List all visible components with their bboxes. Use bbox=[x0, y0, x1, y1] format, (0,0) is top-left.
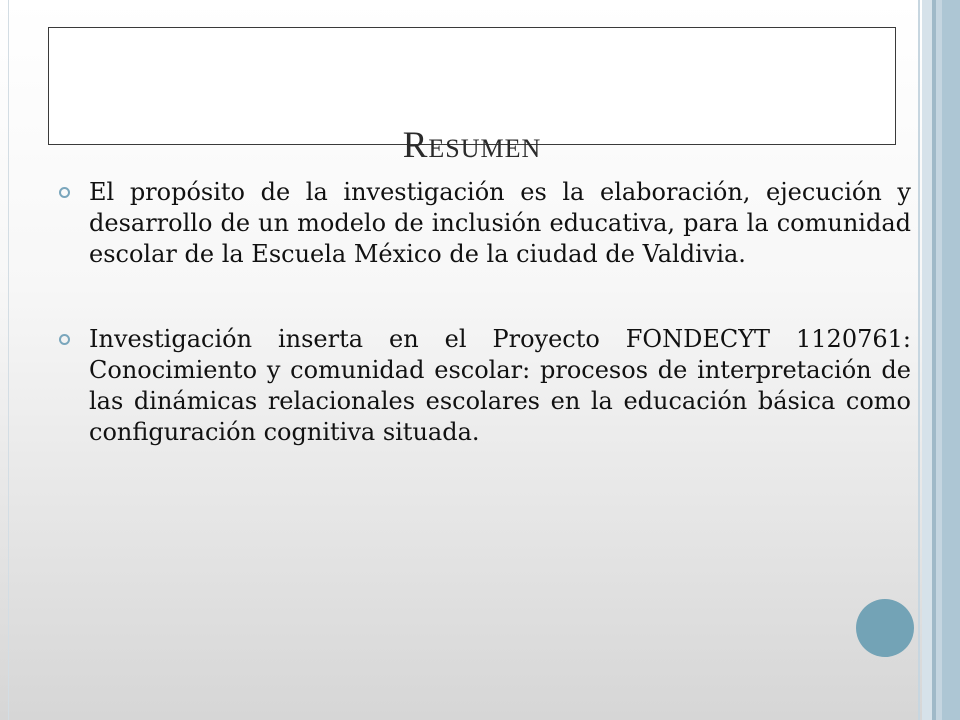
decorative-circle bbox=[856, 599, 914, 657]
bullet-circle-icon bbox=[59, 187, 70, 198]
right-decorative-stripe bbox=[942, 0, 960, 720]
title-box bbox=[48, 27, 896, 166]
bullet-list bbox=[59, 177, 911, 502]
slide-title: Resumen bbox=[402, 125, 542, 166]
bullet-circle-icon bbox=[59, 334, 70, 345]
right-decorative-stripe bbox=[922, 0, 932, 720]
list-item bbox=[59, 324, 911, 448]
bullet-text: Investigación inserta en el Proyecto FONDECYT 1120761: Conocimiento y comunidad escolar: procesos de interpretación de las dinámicas relacionales escolares en la educación básica como configuración cognitiva situada. bbox=[89, 325, 911, 446]
list-item bbox=[59, 177, 911, 270]
bullet-text: El propósito de la investigación es la elaboración, ejecución y desarrollo de un modelo de inclusión educativa, para la comunidad escolar de la Escuela México de la ciudad de Valdivia. bbox=[89, 178, 911, 268]
left-decorative-rule bbox=[8, 0, 9, 720]
right-decorative-stripe bbox=[918, 0, 920, 720]
